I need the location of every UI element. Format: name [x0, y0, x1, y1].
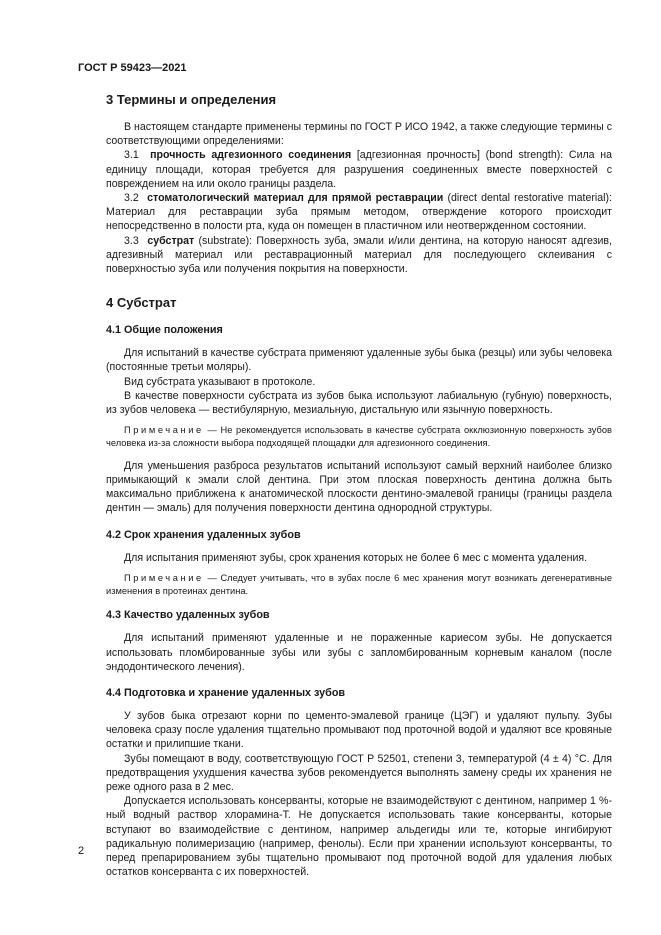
subsection-4-1-title: 4.1 Общие положения [106, 324, 223, 337]
term-3-2-definition: (direct dental restorative material): Материал для реставрации зуба прямым методом, отверждение которого происходит непосредственно в полости рта, куда он помещен в пластичном или неотвержденном состоянии. [106, 192, 612, 233]
section-3-title: 3 Термины и определения [106, 92, 277, 107]
s41-note [106, 424, 612, 450]
page-number: 2 [78, 845, 85, 857]
s42-note-text: — Следует учитывать, что в зубах после 6 мес хранения могут возникать дегенеративные изменения в протеинах дентина. [106, 572, 612, 596]
term-3-1-definition: [адгезионная прочность] (bond strength): Сила на единицу площади, которая требуется для разрушения соединенных вместе поверхностей с повреждением на или около границы раздела. [106, 149, 612, 190]
subsection-4-2-title: 4.2 Срок хранения удаленных зубов [106, 528, 301, 541]
s43-paragraph-1: Для испытаний применяют удаленные и не пораженные кариесом зубы. Не допускается использовать пломбированные зубы или зубы с запломбированным корневым каналом (после эндодонтического лечения). [106, 632, 612, 673]
s44-paragraph-3: Допускается использовать консерванты, которые не взаимодействуют с дентином, например 1 %-ный водный раствор хлорамина-Т. Не допускается использовать такие консерванты, которые вступают во взаимодействие с дентином, например альдегиды или те, которые ингибируют радикальную полимеризацию (например, фенолы). Если при хранении используют консерванты, то перед препарированием зубы тщательно промывают под проточной водой для удаления любых остатков консерванта с их поверхностей. [106, 795, 612, 879]
term-3-1-name: прочность адгезионного соединения [150, 149, 352, 162]
s41-note-text: — Не рекомендуется использовать в качестве субстрата окклюзионную поверхность зубов человека из-за сложности выбора подходящей площадки для адгезионного соединения. [106, 425, 612, 449]
s41-paragraph-4: Для уменьшения разброса результатов испытаний используют самый верхний наиболее близко примыкающий к эмали слой дентина. При этом плоская поверхность дентина должна быть максимально приближена к анатомической плоскости дентино-эмалевой границы (границы раздела дентин — эмаль) для получения поверхности дентина однородной структуры. [106, 459, 612, 515]
s41-paragraph-3: В качестве поверхности субстрата из зубов быка используют лабиальную (губную) поверхность, из зубов человека — вестибулярную, мезиальную, дистальную или язычную поверхность. [106, 389, 612, 417]
s41-note-label: Примечание [124, 425, 204, 436]
page-content [106, 92, 612, 880]
section-3-intro: В настоящем стандарте применены термины по ГОСТ Р ИСО 1942, а также следующие термины с соответствующими определениями: [106, 121, 613, 148]
s42-note-label: Примечание [124, 572, 204, 583]
term-3-3-name: субстрат [147, 234, 195, 247]
section-4-title: 4 Субстрат [106, 295, 177, 311]
s44-paragraph-1: У зубов быка отрезают корни по цементо-эмалевой границе (ЦЭГ) и удаляют пульпу. Зубы человека сразу после удаления тщательно промывают под проточной водой и удаляют все кровяные остатки и прилипшие ткани. [106, 710, 612, 751]
document-header: ГОСТ Р 59423—2021 [78, 62, 187, 74]
s42-paragraph-1: Для испытания применяют зубы, срок хранения которых не более 6 мес с момента удаления. [124, 551, 588, 564]
s42-note [106, 572, 612, 598]
s44-paragraph-2: Зубы помещают в воду, соответствующую ГОСТ Р 52501, степени 3, температурой (4 ± 4) °С. Для предотвращения ухудшения качества зубов рекомендуется выполнять замену среды их хранения не реже одного раза в 2 мес. [106, 752, 612, 794]
term-3-2-number: 3.2 [124, 192, 139, 205]
term-3-1-number: 3.1 [124, 149, 139, 162]
term-3-2-name: стоматологический материал для прямой реставрации [147, 192, 444, 205]
term-3-1 [106, 148, 612, 191]
s41-paragraph-2: Вид субстрата указывают в протоколе. [124, 375, 316, 388]
term-3-3-definition: (substrate): Поверхность зуба, эмали и/или дентина, на которую наносят адгезив, адгезивный материал или реставрационный материал для последующего склеивания с поверхностью зуба или получения покрытия на поверхности. [106, 234, 612, 276]
subsection-4-3-title: 4.3 Качество удаленных зубов [106, 609, 270, 622]
term-3-3-number: 3.3 [124, 234, 139, 247]
s41-paragraph-1: Для испытаний в качестве субстрата применяют удаленные зубы быка (резцы) или зубы человека (постоянные третьи моляры). [106, 347, 612, 374]
term-3-2 [106, 191, 612, 234]
term-3-3 [106, 234, 612, 277]
subsection-4-4-title: 4.4 Подготовка и хранение удаленных зубов [106, 687, 346, 700]
